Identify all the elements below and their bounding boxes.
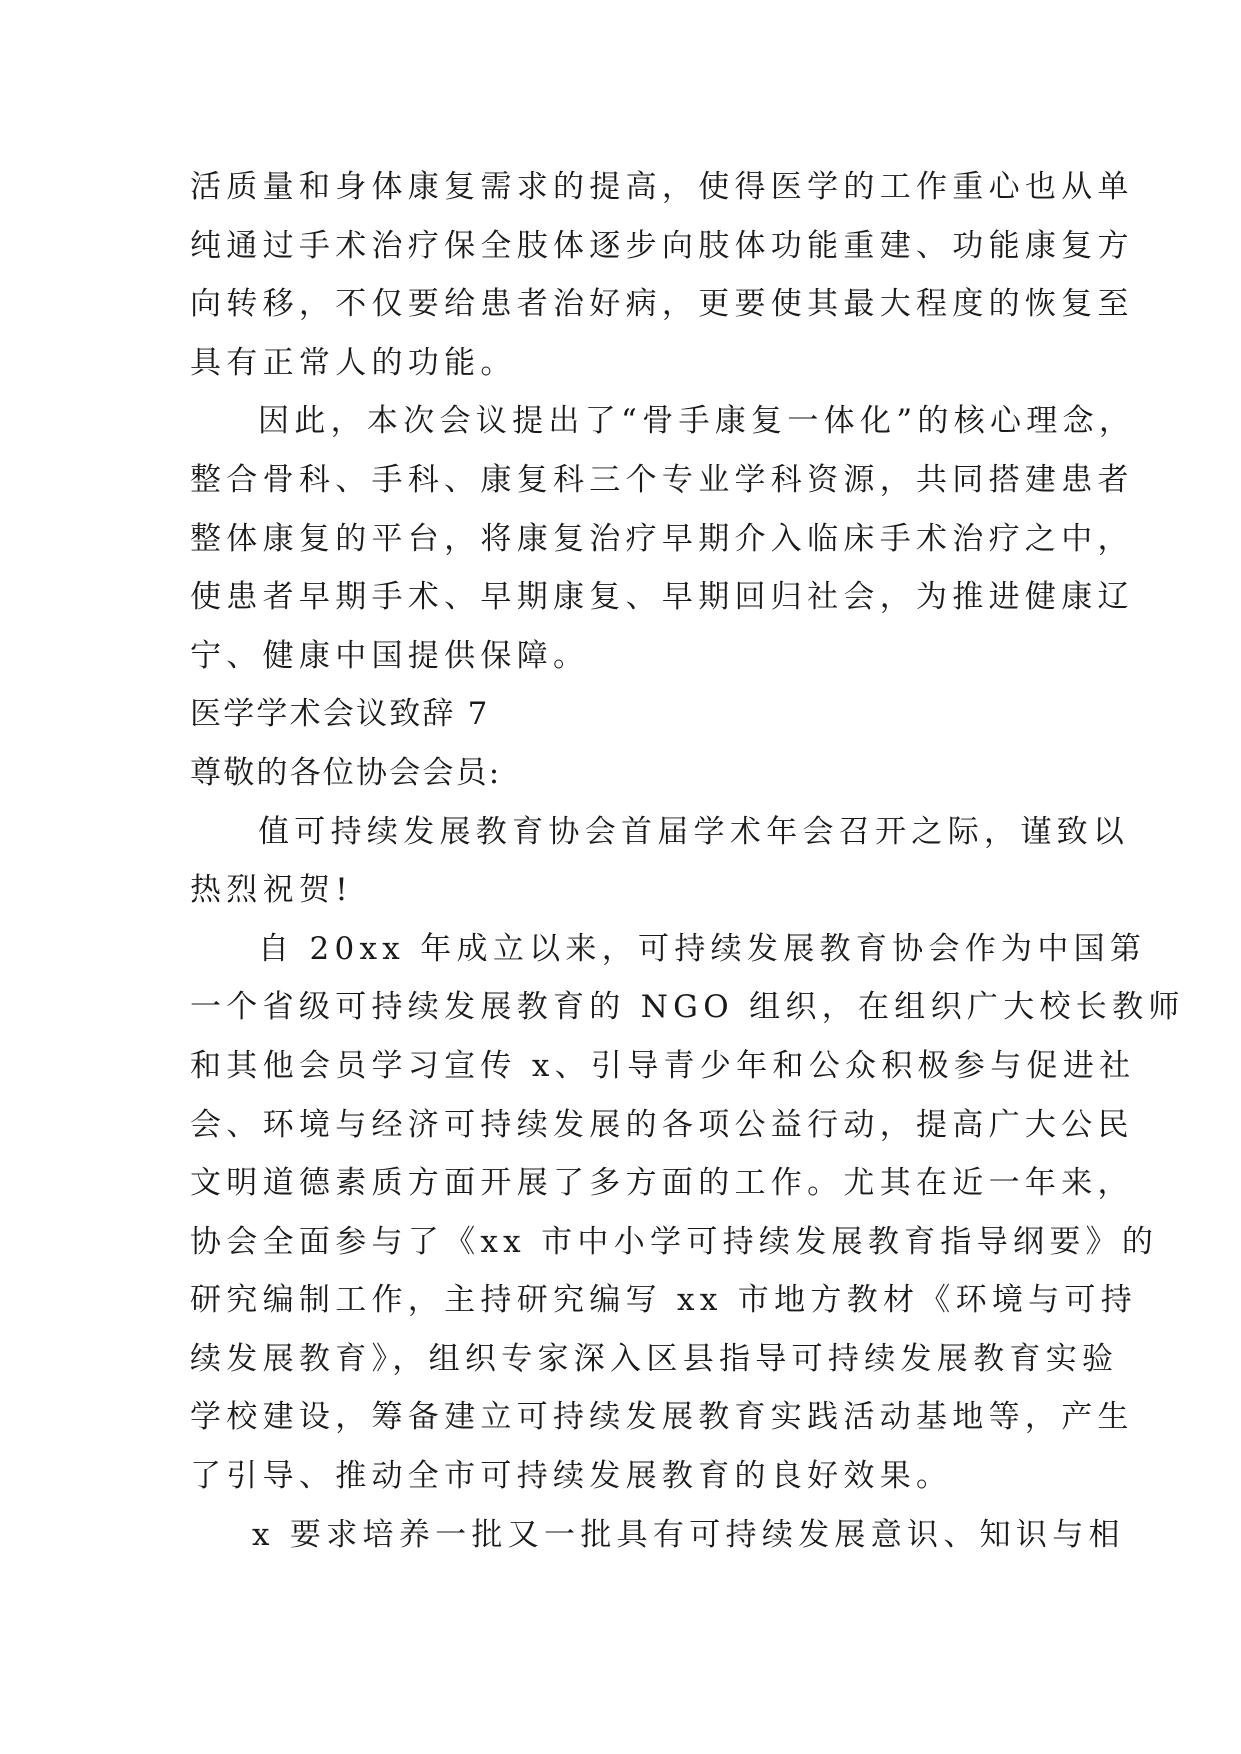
text-line: 协会全面参与了《xx 市中小学可持续发展教育指导纲要》的 — [190, 1223, 1159, 1260]
text-line: 整合骨科、手科、康复科三个专业学科资源，共同搭建患者 — [190, 461, 1134, 498]
paragraph-start-line: 自 20xx 年成立以来，可持续发展教育协会作为中国第 — [258, 930, 1147, 967]
text-line: 学校建设，筹备建立可持续发展教育实践活动基地等，产生 — [190, 1399, 1134, 1436]
document-body — [190, 158, 1185, 1564]
paragraph-start-line: x 要求培养一批又一批具有可持续发展意识、知识与相 — [252, 1516, 1125, 1553]
text-line: 活质量和身体康复需求的提高，使得医学的工作重心也从单 — [190, 169, 1134, 205]
text-line: 使患者早期手术、早期康复、早期回归社会，为推进健康辽 — [190, 579, 1134, 616]
text-line: 具有正常人的功能。 — [190, 344, 517, 381]
text-line: 了引导、推动全市可持续发展教育的良好效果。 — [190, 1458, 953, 1495]
text-line: 热烈祝贺! — [190, 872, 353, 909]
text-line: 续发展教育》，组织专家深入区县指导可持续发展教育实验 — [190, 1340, 1119, 1377]
text-line: 向转移，不仅要给患者治好病，更要使其最大程度的恢复至 — [190, 286, 1134, 323]
text-line: 一个省级可持续发展教育的 NGO 组织，在组织广大校长教师 — [190, 989, 1185, 1026]
text-line: 会、环境与经济可持续发展的各项公益行动，提高广大公民 — [190, 1106, 1134, 1143]
text-line: 研究编制工作，主持研究编写 xx 市地方教材《环境与可持 — [190, 1282, 1138, 1319]
salutation: 尊敬的各位协会会员: — [190, 754, 502, 791]
text-line: 纯通过手术治疗保全肢体逐步向肢体功能重建、功能康复方 — [190, 227, 1134, 264]
text-line: 宁、健康中国提供保障。 — [190, 637, 590, 674]
paragraph-start-line: 因此，本次会议提出了“骨手康复一体化”的核心理念， — [258, 403, 1136, 440]
text-line: 文明道德素质方面开展了多方面的工作。尤其在近一年来， — [190, 1165, 1134, 1202]
paragraph-start-line: 值可持续发展教育协会首届学术年会召开之际，谨致以 — [258, 813, 1130, 850]
text-line: 整体康复的平台，将康复治疗早期介入临床手术治疗之中， — [190, 520, 1134, 557]
text-line: 和其他会员学习宣传 x、引导青少年和公众积极参与促进社 — [190, 1047, 1136, 1084]
section-heading: 医学学术会议致辞 7 — [190, 696, 490, 733]
